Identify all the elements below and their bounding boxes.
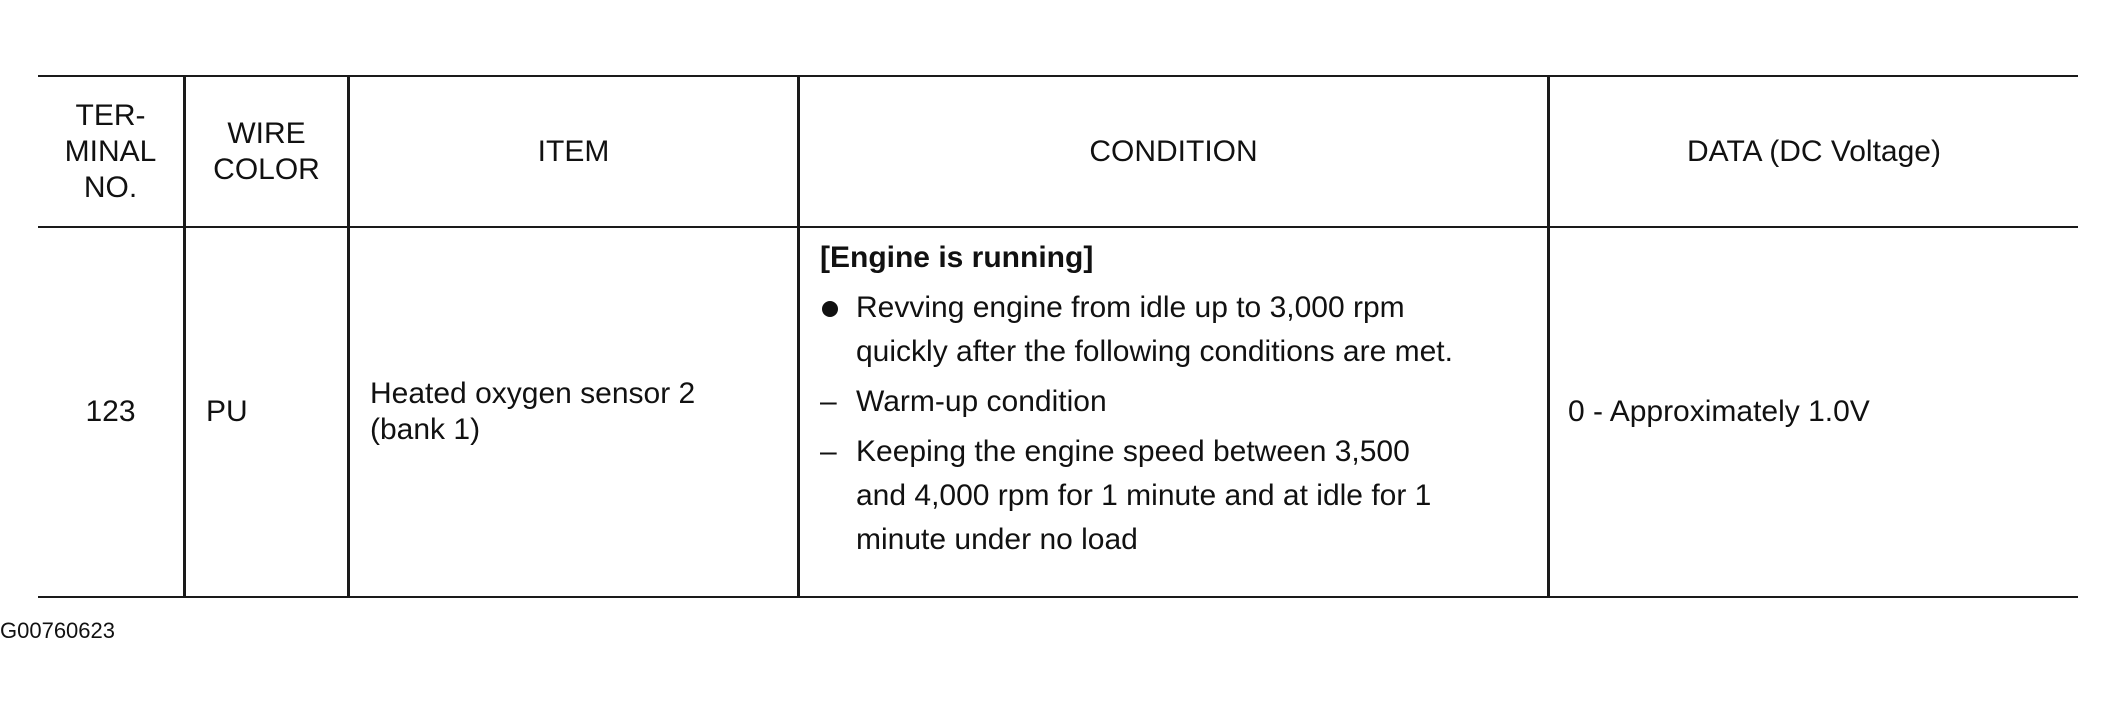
dash-icon: – [820,385,837,418]
bullet-icon [822,301,838,317]
row-wire-color: PU [206,395,248,428]
row-condition [820,236,1540,568]
condition-text-line: Keeping the engine speed between 3,500 [856,435,1410,468]
header-item: ITEM [537,134,610,168]
figure-code: G00760623 [0,618,115,643]
dash-icon: – [820,435,837,468]
condition-text-line: Warm-up condition [856,385,1107,418]
row-terminal-no: 123 [85,395,136,428]
condition-dash-item [820,430,1540,562]
header-terminal-line: MINAL [64,134,157,168]
header-condition: CONDITION [1089,134,1258,168]
header-terminal-line: TER- [75,98,146,132]
table-bottom-rule [38,596,2078,598]
condition-text-line: quickly after the following conditions are met. [856,335,1453,368]
header-wire-line: WIRE [227,116,306,150]
row-item [370,228,790,596]
row-data-voltage: 0 - Approximately 1.0V [1568,395,1870,428]
header-data: DATA (DC Voltage) [1687,134,1941,168]
condition-text-line: Revving engine from idle up to 3,000 rpm [856,291,1405,324]
row-item-line: (bank 1) [370,413,481,446]
header-terminal-line: NO. [83,170,138,204]
condition-text-line: and 4,000 rpm for 1 minute and at idle for 1 [856,479,1432,512]
condition-dash-item [820,380,1540,424]
header-wire-line: COLOR [213,152,320,186]
condition-heading: [Engine is running] [820,241,1094,274]
header-wire-color [186,77,347,226]
header-terminal-no [38,77,183,226]
row-item-line: Heated oxygen sensor 2 [370,377,696,410]
condition-text-line: minute under no load [856,523,1138,556]
condition-bullet-item [820,286,1540,374]
